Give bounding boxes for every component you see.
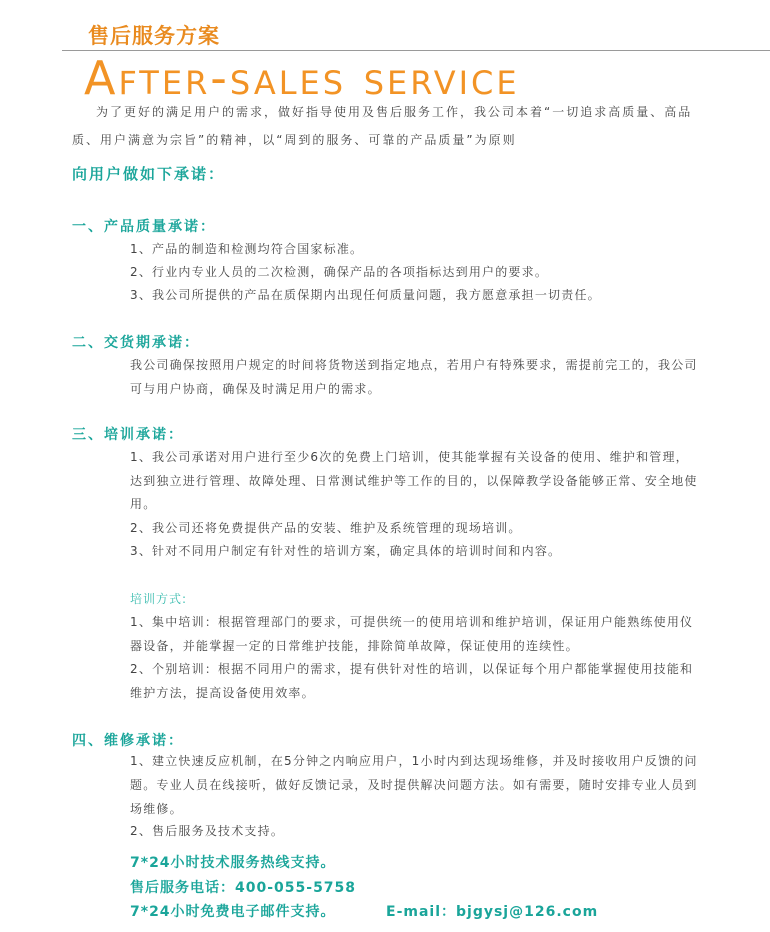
list-item: 我公司确保按照用户规定的时间将货物送到指定地点，若用户有特殊要求，需提前完工的，我公司可与用户协商，确保及时满足用户的需求。	[130, 358, 698, 396]
page-title-en: After-sales service	[84, 51, 520, 105]
list-item: 1、集中培训：根据管理部门的要求，可提供统一的使用培训和维护培训，保证用户能熟练使用仪器设备，并能掌握一定的日常维护技能，排除简单故障，保证使用的连续性。	[130, 615, 694, 653]
section-heading-training: 三、培训承诺：	[72, 427, 184, 443]
training-methods-heading: 培训方式:	[130, 592, 188, 606]
page-title-cn: 售后服务方案	[88, 24, 220, 48]
section-heading-quality: 一、产品质量承诺：	[72, 219, 216, 235]
service-phone: 售后服务电话：400-055-5758	[130, 880, 357, 896]
hotline-support: 7*24小时技术服务热线支持。	[130, 855, 336, 871]
list-item: 2、售后服务及技术支持。	[130, 824, 285, 838]
list-item: 3、针对不同用户制定有针对性的培训方案，确定具体的培训时间和内容。	[130, 544, 562, 558]
section-heading-maintenance: 四、维修承诺：	[72, 733, 184, 749]
intro-paragraph: 为了更好的满足用户的需求，做好指导使用及售后服务工作，我公司本着“一切追求高质量、高品质、用户满意为宗旨”的精神，以“周到的服务、可靠的产品质量”为原则	[72, 105, 693, 147]
list-item: 2、我公司还将免费提供产品的安装、维护及系统管理的现场培训。	[130, 521, 522, 535]
list-item: 1、我公司承诺对用户进行至少6次的免费上门培训，使其能掌握有关设备的使用、维护和管理，达到独立进行管理、故障处理、日常测试维护等工作的目的，以保障教学设备能够正常、安全地使用。	[130, 450, 698, 511]
list-item: 2、行业内专业人员的二次检测，确保产品的各项指标达到用户的要求。	[130, 265, 549, 279]
email-address[interactable]: E-mail：bjgysj@126.com	[386, 904, 599, 920]
list-item: 1、建立快速反应机制，在5分钟之内响应用户，1小时内到达现场维修，并及时接收用户反馈的问题。专业人员在线接听，做好反馈记录，及时提供解决问题方法。如有需要，随时安排专业人员到场维修。	[130, 754, 698, 816]
list-item: 1、产品的制造和检测均符合国家标准。	[130, 242, 364, 256]
list-item: 2、个别培训：根据不同用户的需求，提有供针对性的培训，以保证每个用户都能掌握使用技能和维护方法，提高设备使用效率。	[130, 662, 694, 700]
list-item: 3、我公司所提供的产品在质保期内出现任何质量问题，我方愿意承担一切责任。	[130, 288, 601, 302]
intro-lead: 向用户做如下承诺：	[72, 165, 226, 183]
section-heading-delivery: 二、交货期承诺：	[72, 335, 200, 351]
email-support: 7*24小时免费电子邮件支持。	[130, 904, 336, 920]
